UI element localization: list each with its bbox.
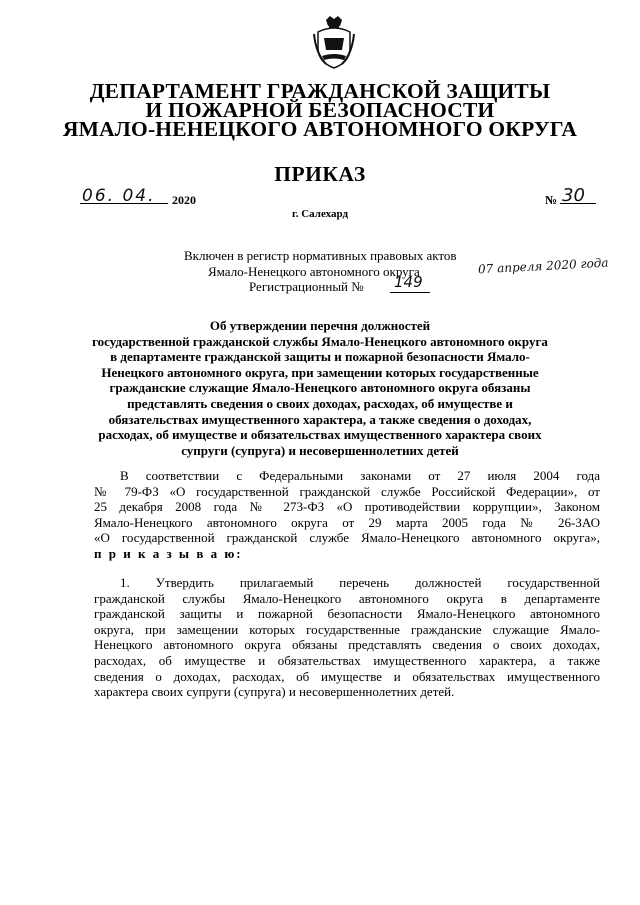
registration-handwritten-date: 07 апреля 2020 года <box>477 255 609 277</box>
registration-line1: Включен в регистр нормативных правовых актов <box>184 248 457 263</box>
registration-handwritten-number: 149 <box>394 273 423 291</box>
subject-line: представлять сведения о своих доходах, расходах, об имуществе и <box>127 395 513 411</box>
document-type-title: ПРИКАЗ <box>274 162 366 186</box>
item-line: округа, при замещении которых государственные гражданские служащие Ямало- <box>94 621 600 637</box>
subject-line: государственной гражданской службы Ямало-Ненецкого автономного округа <box>92 333 548 349</box>
subject-line: супруги (супруга) и несовершеннолетних детей <box>181 442 459 458</box>
registration-number-label: Регистрационный № <box>249 279 364 294</box>
preamble-line: 25 декабря 2008 года № 273-ФЗ «О противодействии коррупции», Законом <box>94 499 600 515</box>
subject-line: Ненецкого автономного округа, при замещении которых государственные <box>101 364 539 380</box>
item-line: 1. Утвердить прилагаемый перечень должностей государственной <box>120 575 600 590</box>
organization-name-line2: И ПОЖАРНОЙ БЕЗОПАСНОСТИ <box>145 98 495 122</box>
document-year: 2020 <box>172 193 196 207</box>
city-name: г. Салехард <box>291 208 349 220</box>
date-underline <box>80 203 168 204</box>
preamble-line: В соответствии с Федеральными законами от 27 июля 2004 года <box>120 468 600 483</box>
item-1-paragraph <box>94 575 600 700</box>
item-line: Ненецкого автономного округа обязаны представлять сведения о своих доходах, <box>94 637 600 653</box>
order-word: п р и к а з ы в а ю: <box>94 545 243 561</box>
preamble-paragraph <box>94 468 600 562</box>
item-line: расходах, об имуществе и обязательствах имущественного характера, а также <box>94 652 600 668</box>
number-label: № <box>545 193 558 207</box>
document-subject <box>70 318 570 458</box>
subject-line: расходах, об имуществе и обязательствах имущественного характера своих <box>98 427 542 443</box>
subject-line: обязательствах имущественного характера, а также сведения о доходах, <box>108 411 532 427</box>
coat-of-arms-emblem <box>312 14 356 72</box>
preamble-line: № 79-ФЗ «О государственной гражданской службе Российской Федерации», от <box>94 483 600 499</box>
item-line: характера своих супруги (супруга) и несовершеннолетних детей. <box>94 684 455 700</box>
handwritten-number: 30 <box>562 185 585 206</box>
number-underline <box>560 203 596 204</box>
preamble-line: Ямало-Ненецкого автономного округа от 29 марта 2005 года № 26-ЗАО <box>94 514 600 530</box>
handwritten-date: 06. 04. <box>82 186 156 206</box>
registration-number-underline <box>390 292 430 293</box>
subject-line: Об утверждении перечня должностей <box>209 318 431 333</box>
item-line: гражданской защиты и пожарной безопасности Ямало-Ненецкого автономного <box>94 606 600 622</box>
subject-line: гражданские служащие Ямало-Ненецкого автономного округа обязаны <box>109 380 531 396</box>
item-line: сведения о доходах, расходах, об имуществе и обязательствах имущественного <box>94 668 600 684</box>
organization-name-line3: ЯМАЛО-НЕНЕЦКОГО АВТОНОМНОГО ОКРУГА <box>62 117 578 141</box>
preamble-line: «О государственной гражданской службе Ямало-Ненецкого автономного округа», <box>94 530 600 546</box>
item-line: гражданской службы Ямало-Ненецкого автономного округа в департаменте <box>94 590 600 606</box>
organization-name-line1: ДЕПАРТАМЕНТ ГРАЖДАНСКОЙ ЗАЩИТЫ <box>89 79 551 103</box>
registration-line2: Ямало-Ненецкого автономного округа <box>208 264 420 279</box>
subject-line: в департаменте гражданской защиты и пожарной безопасности Ямало- <box>110 349 530 365</box>
